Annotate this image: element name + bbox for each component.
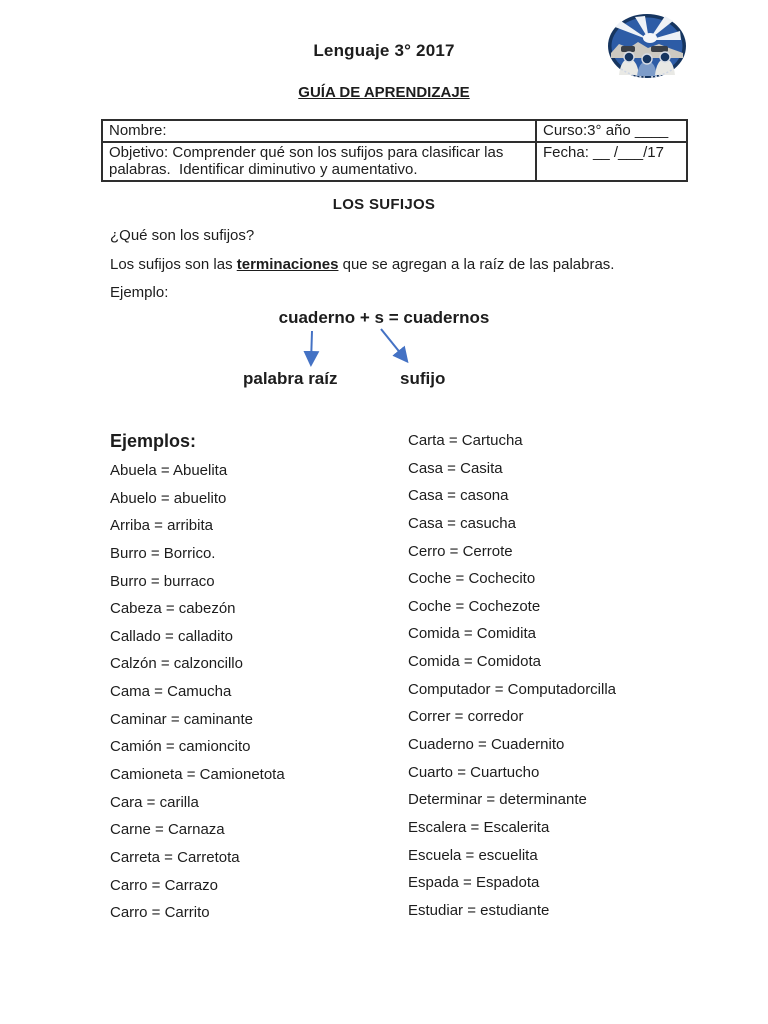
objetivo-cell: Objetivo: Comprender qué son los sufijos para clasificar las palabras. Identificar diminutivo y aumentativo. [102,142,536,181]
example-item: Caminar = caminante [110,710,253,728]
suffix-word-label: sufijo [400,369,446,388]
example-item: Cara = carilla [110,793,199,811]
subtitle-text: GUÍA DE APRENDIZAJE [298,84,470,101]
example-item: Carta = Cartucha [408,432,523,449]
example-item: Casa = casona [408,487,509,505]
root-arrow [311,331,312,363]
example-item: Cuaderno = Cuadernito [408,736,565,754]
table-row [102,142,687,181]
example-item: Burro = Borrico. [110,544,216,562]
info-table [101,119,688,182]
example-item: Abuela = Abuelita [110,462,228,479]
highlighted-term: terminaciones [236,256,339,273]
example-item: Comida = Comidita [408,625,536,643]
root-word-label: palabra raíz [243,369,338,388]
example-label: Ejemplo: [110,284,169,301]
fecha-cell: Fecha: __ /___/17 [536,142,687,181]
example-item: Camión = camioncito [110,738,251,756]
suffix-arrow [381,329,406,360]
example-item: Carne = Carnaza [110,821,225,839]
school-logo-icon [607,13,687,79]
example-item: Carro = Carrito [110,904,210,922]
examples-right-column [408,427,616,925]
section-title: LOS SUFIJOS [332,196,436,213]
example-item: Correr = corredor [408,708,524,726]
nombre-cell: Nombre: [102,120,536,142]
example-item: Cuarto = Cuartucho [408,763,540,781]
example-item: Carreta = Carretota [110,848,240,866]
examples-left-column [110,457,285,927]
example-item: Computador = Computadorcilla [408,680,617,698]
definition-suffix: que se agregan a la raíz de las palabras. [338,256,615,273]
table-row [102,120,687,142]
example-item: Camioneta = Camionetota [110,766,285,784]
definition-prefix: Los sufijos son las [110,256,237,273]
example-item: Cama = Camucha [110,683,232,701]
example-item: Casa = Casita [408,459,503,477]
example-item: Escalera = Escalerita [408,818,550,836]
example-item: Casa = casucha [408,514,516,532]
example-item: Cerro = Cerrote [408,542,513,560]
question-text: ¿Qué son los sufijos? [110,227,255,244]
example-item: Calzón = calzoncillo [110,655,243,673]
example-item: Burro = burraco [110,572,215,590]
example-equation: cuaderno + s = cuadernos [278,308,490,327]
example-item: Escuela = escuelita [408,846,538,864]
doc-subtitle [0,84,768,101]
example-item: Coche = Cochezote [408,597,541,615]
example-item: Determinar = determinante [408,791,587,809]
example-item: Coche = Cochecito [408,570,536,588]
example-item: Callado = calladito [110,627,233,645]
curso-cell: Curso:3° año ____ [536,120,687,142]
example-item: Arriba = arribita [110,517,213,535]
example-item: Abuelo = abuelito [110,489,227,507]
example-item: Cabeza = cabezón [110,600,236,618]
example-item: Espada = Espadota [408,874,540,892]
example-item: Estudiar = estudiante [408,901,550,919]
example-item: Carro = Carrazo [110,876,218,894]
examples-heading: Ejemplos: [110,431,197,451]
definition-text [110,256,614,273]
arrow-diagram [0,327,768,373]
example-item: Comida = Comidota [408,653,541,671]
page-title: Lenguaje 3° 2017 [313,41,455,60]
